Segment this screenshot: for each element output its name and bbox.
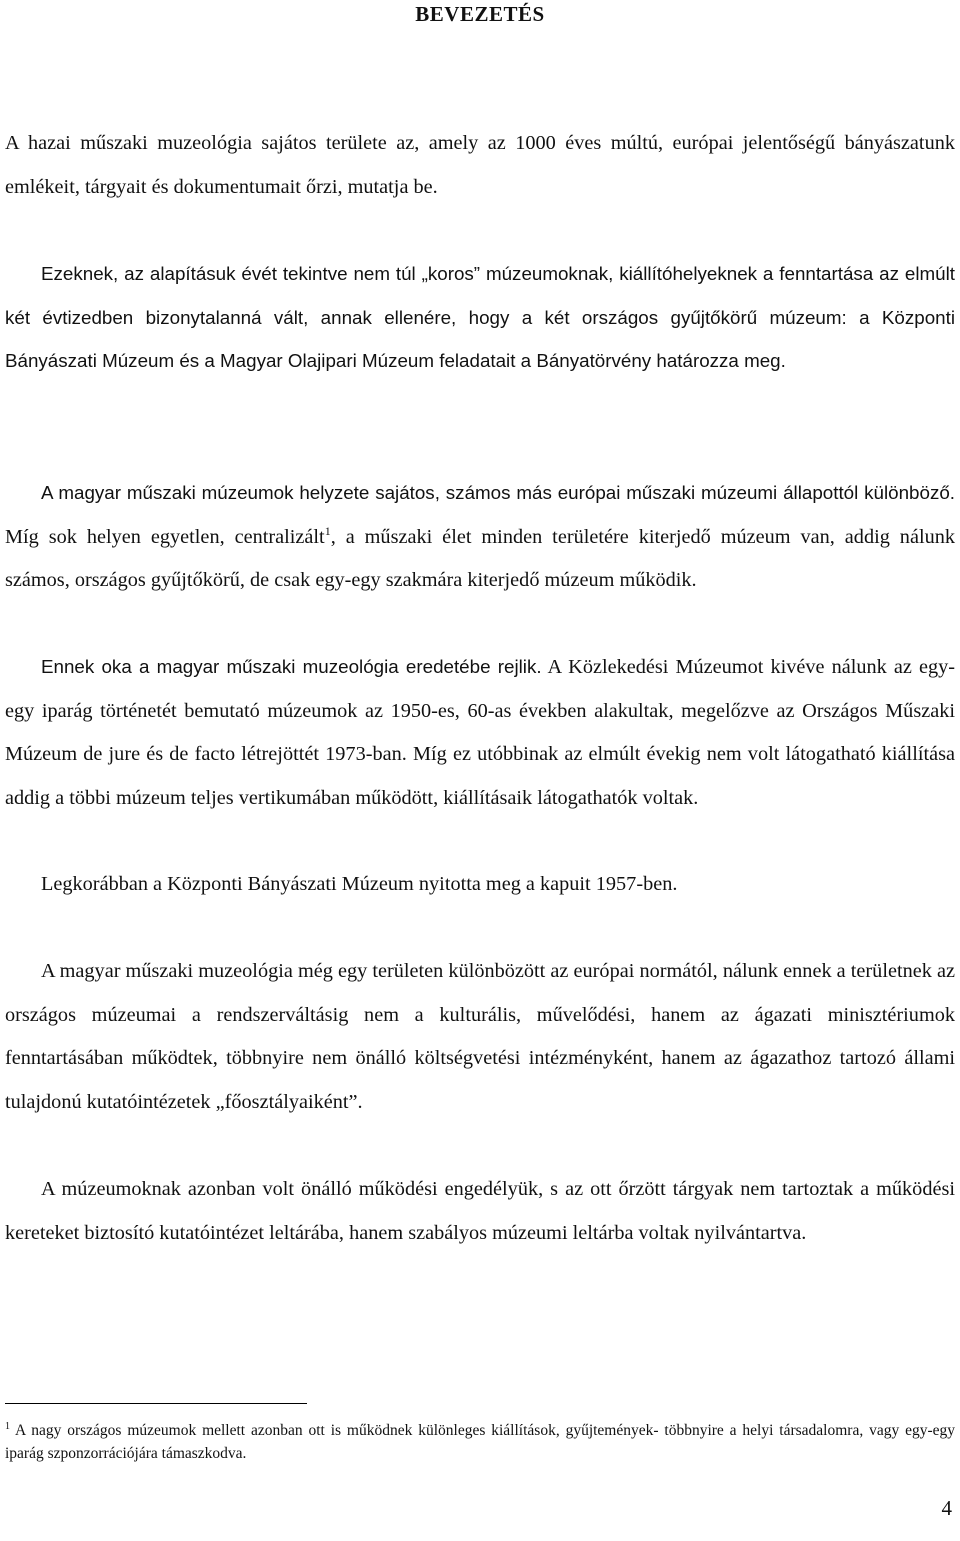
paragraph-operating-licence: A múzeumoknak azonban volt önálló működési engedélyük, s az ott őrzött tárgyak nem tartoztak a működési kereteket biztosító kutatóintézet leltárába, hanem szabályos múzeumi leltárba voltak nyilvántartva. (5, 1178, 955, 1244)
footnote-mark: 1 (5, 1420, 10, 1432)
footnote-reference[interactable]: 1 (324, 523, 331, 538)
paragraph-origin-lead: Ennek oka a magyar műszaki muzeológia eredetébe rejlik. (41, 656, 542, 677)
paragraph-hungarian-museums (5, 471, 955, 603)
paragraph-origin-body: A Közlekedési Múzeumot kivéve nálunk az egy-egy iparág történetét bemutató múzeumok az 1950-es, 60-as években alakultak, megelőzve az Országos Műszaki Múzeum de jure és de facto létrejöttét 1973-ban. Míg ez utóbbinak az elmúlt évekig nem volt látogatható kiállítása addig a többi múzeum teljes vertikumában működött, kiállításaik látogathatók voltak. (5, 656, 956, 809)
paragraph-origin (5, 645, 955, 820)
paragraph-hungarian-museums-rest: , a műszaki élet minden területére kiterjedő múzeum van, addig nálunk számos, országos gyűjtőkörű, de csak egy-egy szakmára kiterjedő múzeum működik. (5, 525, 956, 592)
footnote (5, 1419, 955, 1465)
footnote-separator (5, 1403, 307, 1404)
paragraph-museum-funding: Ezeknek, az alapításuk évét tekintve nem túl „koros” múzeumoknak, kiállítóhelyeknek a fenntartása az elmúlt két évtizedben bizonytalanná vált, annak ellenére, hogy a két országos gyűjtőkörű múzeum: a Központi Bányászati Múzeum és a Magyar Olajipari Múzeum feladatait a Bányatörvény határozza meg. (5, 263, 955, 372)
paragraph-intro: A hazai műszaki muzeológia sajátos területe az, amely az 1000 éves múltú, európai jelentőségű bányászatunk emlékeit, tárgyait és dokumentumait őrzi, mutatja be. (5, 132, 955, 198)
paragraph-earliest-opening: Legkorábban a Központi Bányászati Múzeum nyitotta meg a kapuit 1957-ben. (41, 873, 678, 895)
paragraph-hungarian-museums-lead: A magyar műszaki múzeumok helyzete sajátos, számos más európai műszaki múzeumi állapottól különböző. (41, 482, 955, 503)
footnote-text: A nagy országos múzeumok mellett azonban ott is működnek különleges kiállítások, gyűjtemények- többnyire a helyi társadalomra, vagy egy-egy iparág szponzorrációjára támaszkodva. (5, 1422, 955, 1462)
page-number: 4 (941, 1496, 952, 1520)
document-title: BEVEZETÉS (415, 2, 545, 26)
paragraph-european-norm: A magyar műszaki muzeológia még egy területen különbözött az európai normától, nálunk ennek a területnek az országos múzeumai a rendszerváltásig nem a kulturális, művelődési, hanem az ágazati minisztériumok fenntartásában működtek, többnyire nem önálló költségvetési intézményként, hanem az ágazathoz tartozó állami tulajdonú kutatóintézetek „főosztályaiként”. (5, 960, 955, 1113)
paragraph-hungarian-museums-body: Míg sok helyen egyetlen, centralizált (5, 525, 325, 548)
